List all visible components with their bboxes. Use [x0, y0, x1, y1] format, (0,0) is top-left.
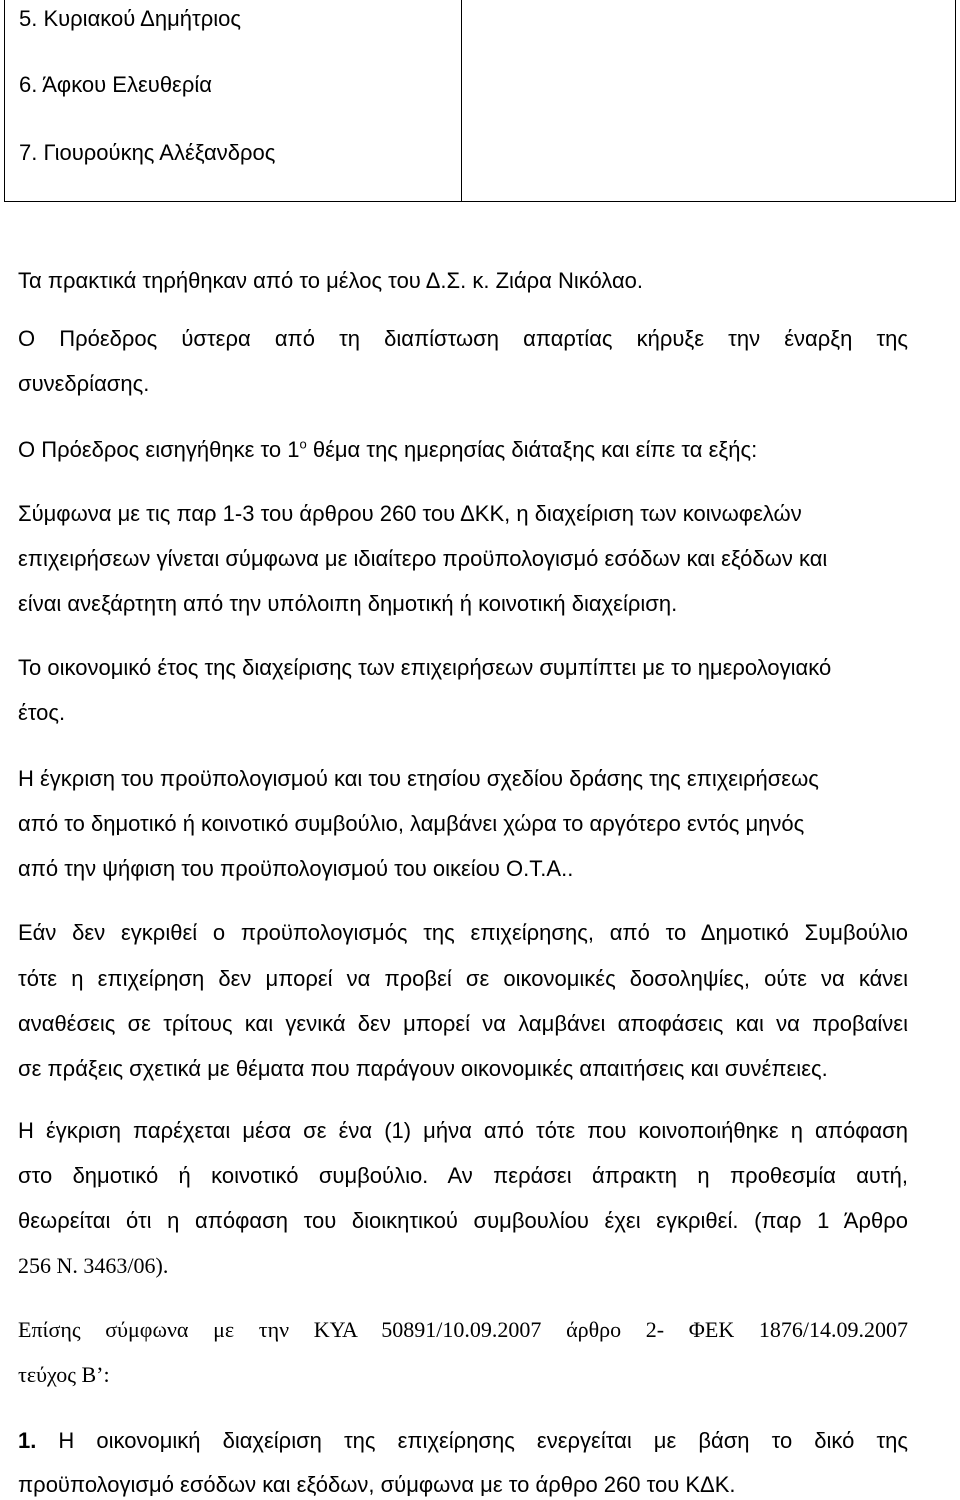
table-divider [461, 0, 462, 201]
agenda-intro-line [18, 437, 908, 463]
paragraph-line: Η έγκριση του προϋπολογισμού και του ετησίου σχεδίου δράσης της επιχειρήσεως [18, 766, 819, 791]
agenda-intro-text: Ο Πρόεδρος εισηγήθηκε το 1 [18, 437, 300, 462]
paragraph-line: Επίσης σύμφωνα με την ΚΥΑ 50891/10.09.2007 άρθρο 2- ΦΕΚ 1876/14.09.2007 [18, 1317, 908, 1342]
paragraph-line: από την ψήφιση του προϋπολογισμού του οικείου Ο.Τ.Α.. [18, 856, 574, 881]
paragraph-line: έτος. [18, 700, 66, 725]
paragraph-line: συνεδρίασης. [18, 371, 150, 396]
member-item: 5. Κυριακού Δημήτριος [19, 6, 241, 31]
paragraph-line: τότε η επιχείρηση δεν μπορεί να προβεί σε οικονομικές δοσοληψίες, ούτε να κάνει [18, 966, 908, 991]
paragraph-line: είναι ανεξάρτητη από την υπόλοιπη δημοτική ή κοινοτική διαχείριση. [18, 591, 678, 616]
paragraph-line: αναθέσεις σε τρίτους και γενικά δεν μπορεί να λαμβάνει αποφάσεις και να προβαίνει [18, 1011, 908, 1036]
paragraph-line: Ο Πρόεδρος ύστερα από τη διαπίστωση απαρτίας κήρυξε την έναρξη της [18, 326, 908, 351]
numbered-item [18, 1428, 908, 1454]
paragraph-line: Εάν δεν εγκριθεί ο προϋπολογισμός της επιχείρησης, από το Δημοτικό Συμβούλιο [18, 920, 908, 945]
paragraph-line: Το οικονομικό έτος της διαχείρισης των επιχειρήσεων συμπίπτει με το ημερολογιακό [18, 655, 832, 680]
paragraph-line: Η έγκριση παρέχεται μέσα σε ένα (1) μήνα από τότε που κοινοποιήθηκε η απόφαση [18, 1118, 908, 1143]
item-text: Η οικονομική διαχείριση της επιχείρησης ενεργείται με βάση το δικό της [36, 1428, 908, 1453]
minutes-keeper-line: Τα πρακτικά τηρήθηκαν από το μέλος του Δ.Σ. κ. Ζιάρα Νικόλαο. [18, 268, 644, 293]
paragraph-line: Σύμφωνα με τις παρ 1-3 του άρθρου 260 του ΔΚΚ, η διαχείριση των κοινωφελών [18, 501, 802, 526]
ordinal-superscript: ο [299, 436, 307, 452]
paragraph-line: σε πράξεις σχετικά με θέματα που παράγουν οικονομικές απαιτήσεις και συνέπειες. [18, 1056, 828, 1081]
law-reference: 256 Ν. 3463/06). [18, 1253, 169, 1278]
paragraph-line: προϋπολογισμό εσόδων και εξόδων, σύμφωνα με το άρθρο 260 του ΚΔΚ. [18, 1472, 736, 1497]
item-number: 1. [18, 1428, 37, 1453]
member-item: 6. Άφκου Ελευθερία [19, 72, 212, 97]
agenda-intro-text: θέμα της ημερησίας διάταξης και είπε τα εξής: [306, 437, 758, 462]
paragraph-line: από το δημοτικό ή κοινοτικό συμβούλιο, λαμβάνει χώρα το αργότερο εντός μηνός [18, 811, 805, 836]
member-item: 7. Γιουρούκης Αλέξανδρος [19, 140, 276, 165]
members-table [4, 0, 956, 202]
paragraph-line: στο δημοτικό ή κοινοτικό συμβούλιο. Αν περάσει άπρακτη η προθεσμία αυτή, [18, 1163, 908, 1188]
paragraph-line: επιχειρήσεων γίνεται σύμφωνα με ιδιαίτερο προϋπολογισμό εσόδων και εξόδων και [18, 546, 828, 571]
paragraph-line: τεύχος Β’: [18, 1362, 110, 1387]
paragraph-line: θεωρείται ότι η απόφαση του διοικητικού συμβουλίου έχει εγκριθεί. (παρ 1 Άρθρο [18, 1208, 908, 1233]
